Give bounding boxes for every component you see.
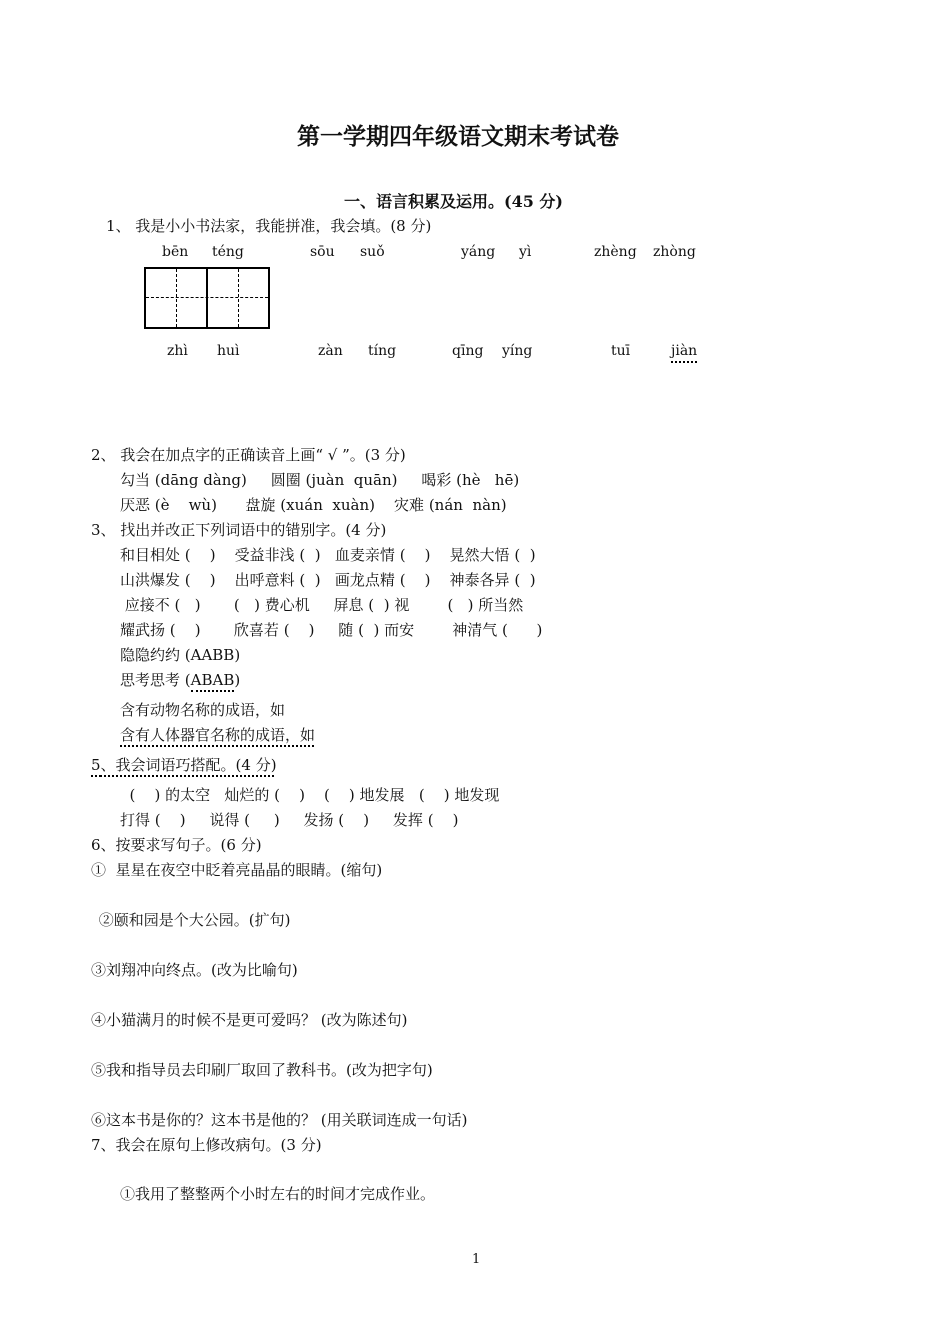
pinyin: zhòng [653,244,696,260]
question-3-line: 和目相处 ( ) 受益非浅 ( ) 血麦亲情 ( ) 晃然大悟 ( ) [120,546,536,564]
pinyin: yì [519,244,532,260]
pinyin: suǒ [360,244,385,260]
idiom-fill-line: 应接不 ( ) ( ) 费心机 屏息 ( ) 视 ( ) 所当然 [120,596,524,614]
question-5-text: 、我会词语巧搭配。(4 分) [100,756,277,774]
pinyin: zhèng [594,244,637,260]
question-3-line: 山洪爆发 ( ) 出呼意料 ( ) 画龙点精 ( ) 神泰各异 ( ) [120,571,536,589]
sentence-task: ⑤我和指导员去印刷厂取回了教科书。(改为把字句) [91,1061,433,1079]
grid-guide-line [238,269,239,327]
pattern-emphasized: ABAB [191,671,235,692]
pinyin: tíng [368,343,397,359]
question-5-line: ( ) 的太空 灿烂的 ( ) ( ) 地发展 ( ) 地发现 [120,786,500,804]
question-2-line: 厌恶 (è wù) 盘旋 (xuán xuàn) 灾难 (nán nàn) [120,496,507,514]
page-number: 1 [472,1252,481,1267]
question-3-label: 3、 找出并改正下列词语中的错别字。(4 分) [91,521,387,539]
pinyin: yáng [461,244,496,260]
pinyin: sōu [310,244,335,260]
idiom-example-line: 含有人体器官名称的成语，如 [120,726,316,744]
pattern-suffix: ) [234,671,241,689]
idiom-example-line: 含有动物名称的成语，如 [120,701,286,719]
grid-guide-line [176,269,177,327]
idiom-pattern-line [120,670,240,690]
pinyin: yíng [502,343,533,359]
question-5-number: 5 [91,756,101,774]
idiom-pattern-line: 隐隐约约 (AABB) [120,646,241,664]
sentence-task: ②颐和园是个大公园。(扩句) [94,911,291,929]
pinyin: zhì [167,343,188,359]
sentence-task: ④小猫满月的时候不是更可爱吗？ (改为陈述句) [91,1011,408,1029]
sentence-task: ③刘翔冲向终点。(改为比喻句) [91,961,298,979]
question-6-label: 6、按要求写句子。(6 分) [91,836,262,854]
pinyin: qīng [452,343,484,359]
exam-title: 第一学期四年级语文期末考试卷 [297,123,619,150]
question-5-label [91,755,277,775]
grid-guide-line [146,297,268,298]
question-2-line: 勾当 (dāng dàng) 圆圈 (juàn quān) 喝彩 (hè hē) [120,471,520,489]
question-1-label: 1、 我是小小书法家，我能拼准，我会填。(8 分) [106,217,432,235]
sentence-task: ① 星星在夜空中眨着亮晶晶的眼睛。(缩句) [91,861,383,879]
idiom-fill-line: 耀武扬 ( ) 欣喜若 ( ) 随 ( ) 而安 神清气 ( ) [120,621,543,639]
pinyin-emphasized: jiàn [671,342,697,363]
pinyin: téng [212,244,244,260]
pinyin: tuī [611,343,631,359]
pattern-prefix: 思考思考 ( [120,671,191,689]
sentence-task: ①我用了整整两个小时左右的时间才完成作业。 [120,1185,436,1203]
section-heading: 一、语言积累及运用。(45 分) [344,192,563,211]
pinyin: huì [217,343,240,359]
question-7-label: 7、我会在原句上修改病句。(3 分) [91,1136,322,1154]
pinyin: bēn [162,244,189,260]
question-5-line: 打得 ( ) 说得 ( ) 发扬 ( ) 发挥 ( ) [120,811,459,829]
question-2-label: 2、 我会在加点字的正确读音上画“ √ ”。(3 分) [91,446,406,464]
pinyin: zàn [318,343,343,359]
sentence-task: ⑥这本书是你的？这本书是他的？ (用关联词连成一句话) [91,1111,468,1129]
